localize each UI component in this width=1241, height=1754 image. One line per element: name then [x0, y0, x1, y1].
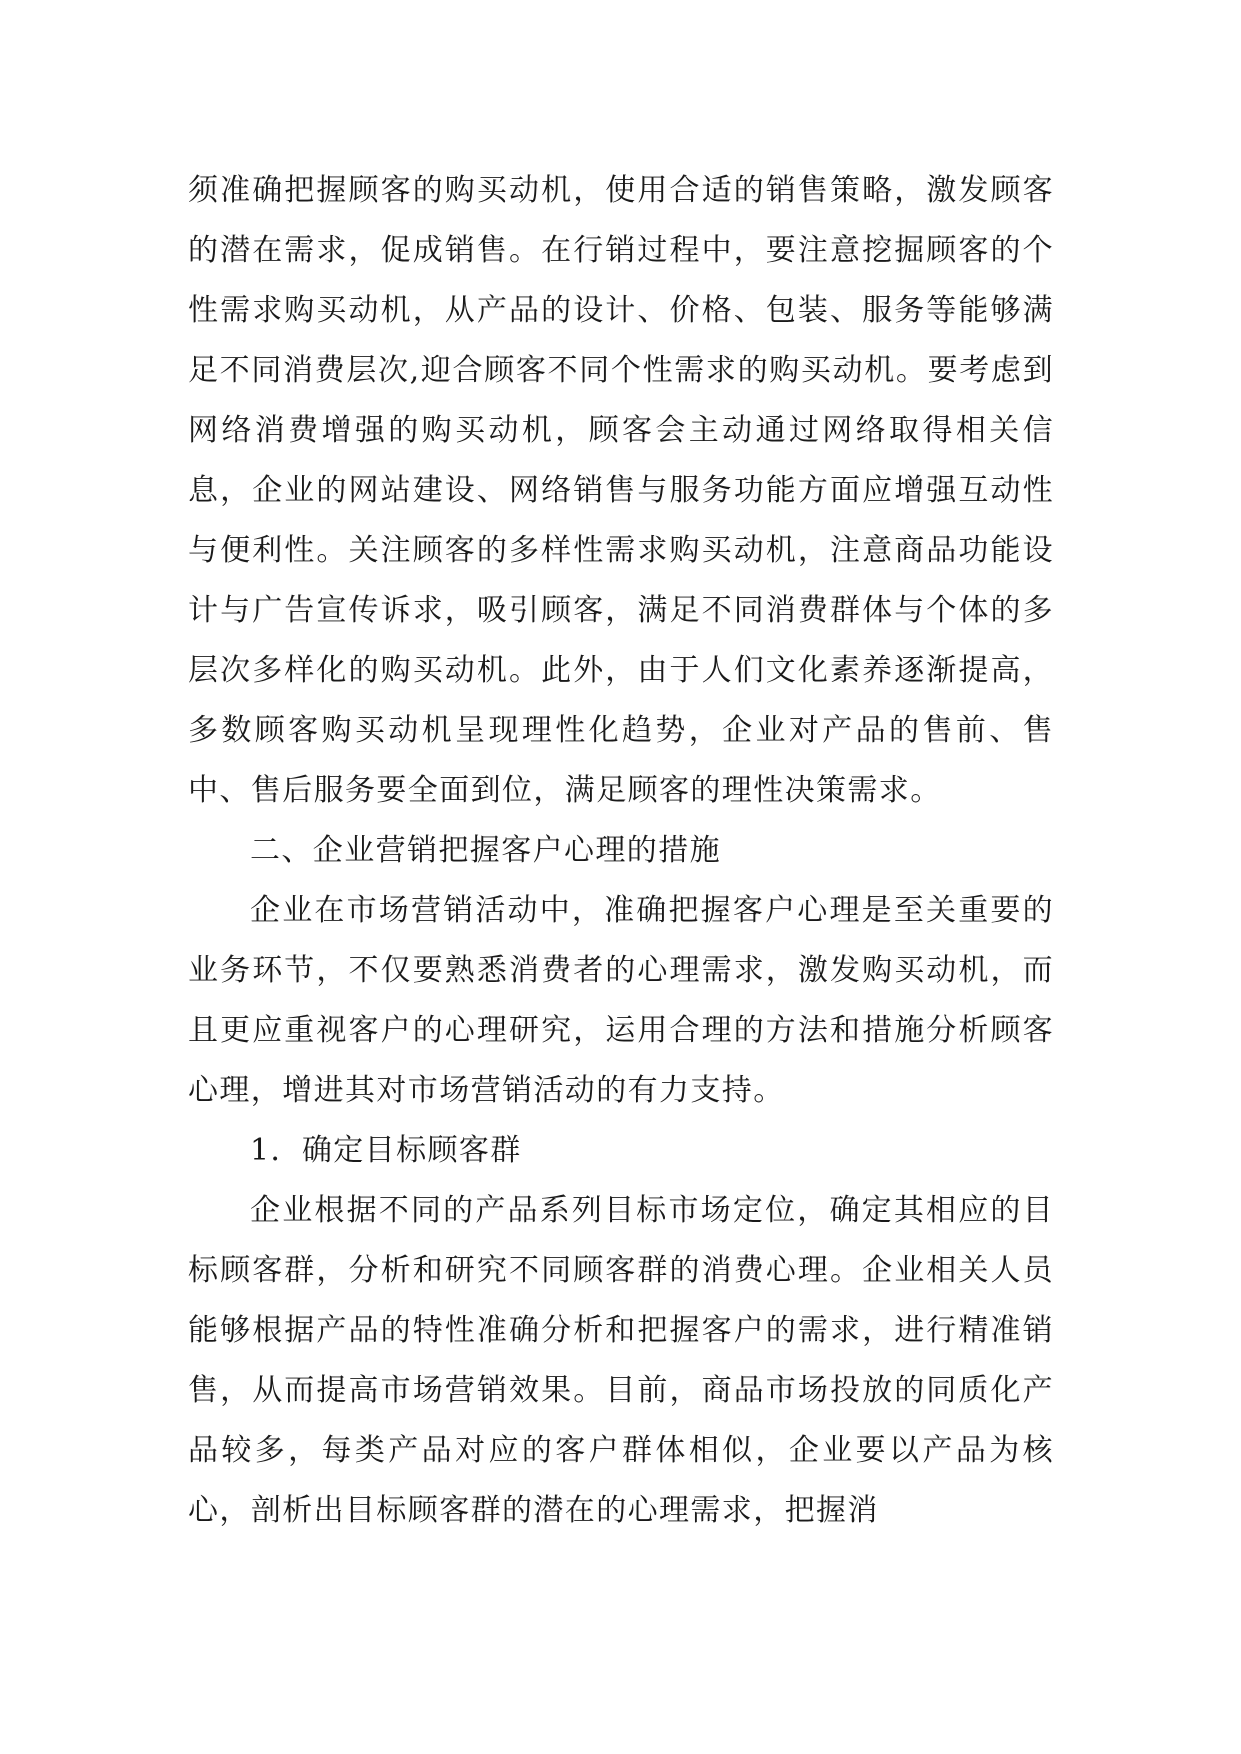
- paragraph-purchase-motives: 须准确把握顾客的购买动机，使用合适的销售策略，激发顾客的潜在需求，促成销售。在行销过程中，要注意挖掘顾客的个性需求购买动机，从产品的设计、价格、包装、服务等能够满足不同消费层次,迎合顾客不同个性需求的购买动机。要考虑到网络消费增强的购买动机，顾客会主动通过网络取得相关信息，企业的网站建设、网络销售与服务功能方面应增强互动性与便利性。关注顾客的多样性需求购买动机，注意商品功能设计与广告宣传诉求，吸引顾客，满足不同消费群体与个体的多层次多样化的购买动机。此外，由于人们文化素养逐渐提高，多数顾客购买动机呈现理性化趋势，企业对产品的售前、售中、售后服务要全面到位，满足顾客的理性决策需求。: [188, 173, 1054, 808]
- paragraph-target-customers: 企业根据不同的产品系列目标市场定位，确定其相应的目标顾客群，分析和研究不同顾客群的消费心理。企业相关人员能够根据产品的特性准确分析和把握客户的需求，进行精准销售，从而提高市场营销效果。目前，商品市场投放的同质化产品较多，每类产品对应的客户群体相似，企业要以产品为核心，剖析出目标顾客群的潜在的心理需求，把握消: [188, 1193, 1054, 1528]
- paragraph-measures-intro: 企业在市场营销活动中，准确把握客户心理是至关重要的业务环节，不仅要熟悉消费者的心理需求，激发购买动机，而且更应重视客户的心理研究，运用合理的方法和措施分析顾客心理，增进其对市场营销活动的有力支持。: [188, 893, 1054, 1108]
- section-heading-measures: 二、企业营销把握客户心理的措施: [250, 833, 721, 868]
- document-body: [188, 161, 1054, 1541]
- subsection-heading-target-customers: 1．确定目标顾客群: [250, 1133, 522, 1168]
